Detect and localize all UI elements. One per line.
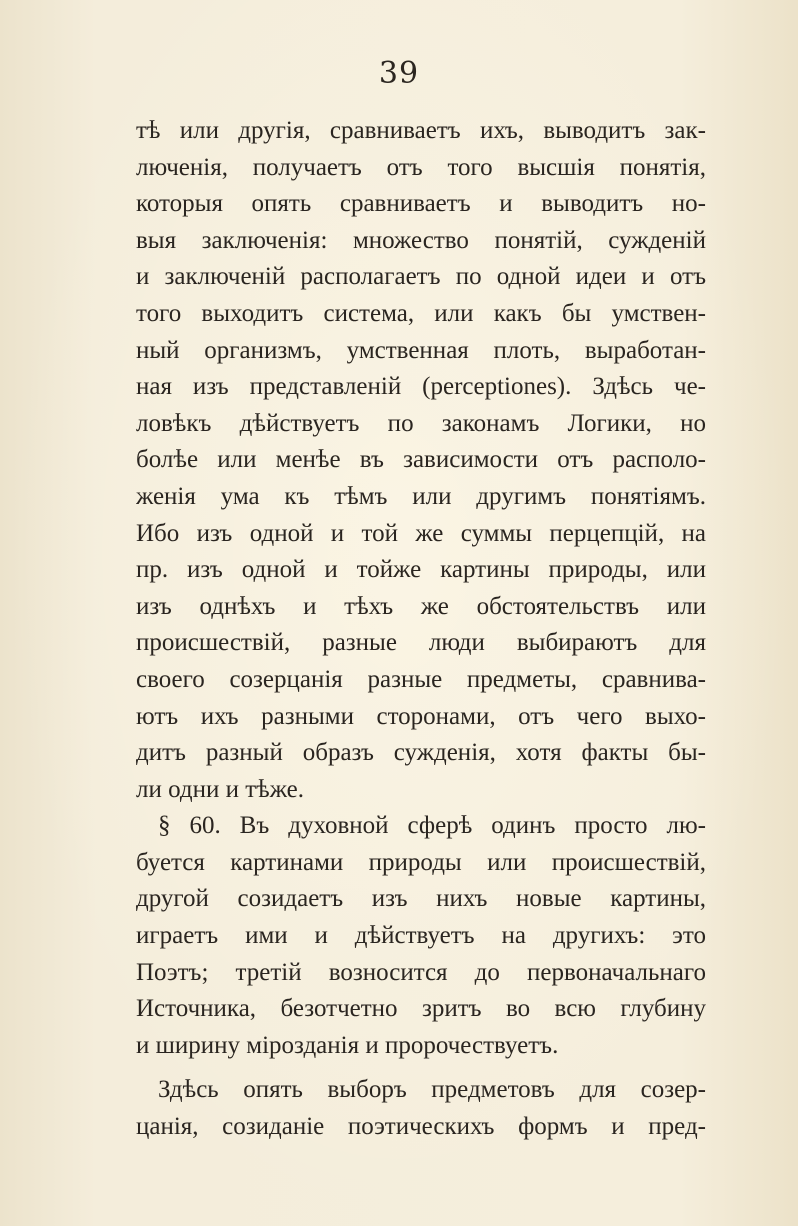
paragraph-3 [136,1072,706,1145]
text-line: выя заключенія: множество понятій, сужденій [136,226,706,254]
text-line: ютъ ихъ разными сторонами, отъ чего выхо- [136,702,706,730]
text-line: тѣ или другія, сравниваетъ ихъ, выводитъ зак- [136,117,706,144]
text-line: Здѣсь опять выборъ предметовъ для созер- [158,1076,706,1104]
text-line: болѣе или менѣе въ зависимости отъ располо- [136,446,706,474]
text-line: Поэтъ; третій возносится до первоначальнаго [136,958,706,986]
text-line: изъ однѣхъ и тѣхъ же обстоятельствъ или [136,592,706,620]
text-line: ный организмъ, умственная плоть, выработан- [136,336,706,364]
text-line: другой созидаетъ изъ нихъ новые картины, [136,885,706,913]
text-line: пр. изъ одной и тойже картины природы, или [136,556,706,584]
text-line: своего созерцанія разные предметы, сравнива- [136,665,706,693]
paragraph-2 [136,808,706,1064]
text-line: цанія, созиданіе поэтическихъ формъ и пред- [136,1113,706,1141]
text-line: играетъ ими и дѣйствуетъ на другихъ: это [136,922,706,950]
text-line: женія ума къ тѣмъ или другимъ понятіямъ. [136,482,706,510]
text-line: ли одни и тѣже. [136,775,305,803]
text-line: и ширину мірозданія и пророчествуетъ. [136,1031,559,1059]
text-line: ловѣкъ дѣйствуетъ по законамъ Логики, но [136,409,706,437]
paragraph-1 [136,113,706,808]
text-line: происшествій, разные люди выбираютъ для [136,629,706,657]
section-heading-line: § 60. Въ духовной сферѣ одинъ просто лю- [158,812,706,840]
page-number: 39 [378,56,420,91]
text-line: и заключеній располагаетъ по одной идеи и отъ [136,263,706,291]
text-line: буется картинами природы или происшествій, [136,848,706,876]
body-text [136,113,706,1146]
text-line: дитъ разный образъ сужденія, хотя факты бы- [136,739,706,767]
text-line: Ибо изъ одной и той же суммы перцепцій, на [136,519,706,547]
text-line: ная изъ представленій (perceptiones). Здѣсь че- [136,373,706,401]
paragraph-gap [136,1064,706,1072]
text-line: люченія, получаетъ отъ того высшія понятія, [136,153,706,181]
text-line: Источника, безотчетно зритъ во всю глубину [136,995,706,1023]
text-line: которыя опять сравниваетъ и выводитъ но- [136,190,706,218]
text-line: того выходитъ система, или какъ бы умствен- [136,299,706,327]
